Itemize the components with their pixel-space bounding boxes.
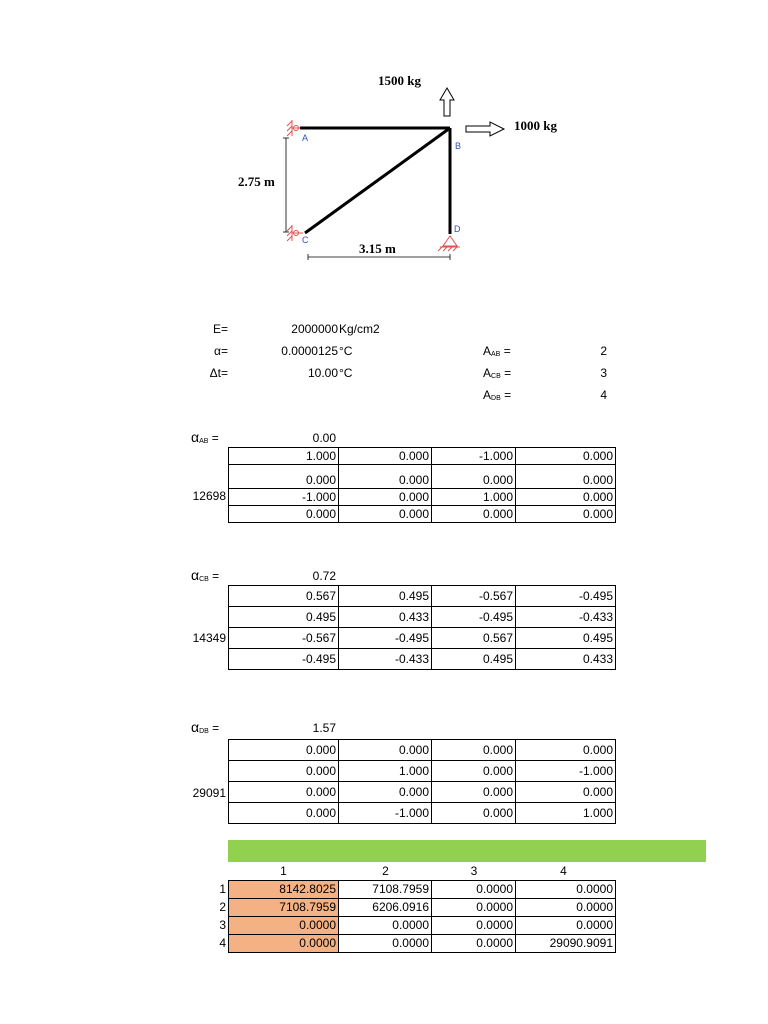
table-row: 1.000 0.000 -1.000 0.000: [229, 448, 616, 465]
col-header-2: 2: [382, 864, 389, 878]
angle-ab-label: $\alpha_{AB}$ =: [191, 429, 219, 445]
area-cb-label: $A_{CB}$ =: [483, 366, 512, 380]
angle-db-label: $\alpha_{DB}$ =: [191, 719, 220, 735]
alpha-value: 0.0000125: [281, 344, 338, 358]
row-header-4: 4: [219, 936, 226, 950]
matrix-db-table: [228, 739, 616, 824]
horizontal-load-arrow-icon: [466, 122, 504, 136]
support-a-icon: [287, 120, 300, 136]
area-ab-value: 2: [600, 344, 607, 358]
node-label-a: A: [302, 133, 309, 143]
row-header-1: 1: [219, 882, 226, 896]
e-label: E=: [212, 322, 228, 336]
alpha-label: α=: [214, 344, 228, 358]
table-row: 0.0000 0.0000 0.0000 0.0000: [229, 917, 616, 935]
vertical-load-label: 1500 kg: [378, 73, 421, 88]
side-cb-value: 14349: [192, 631, 226, 645]
col-header-3: 3: [470, 864, 478, 878]
e-unit: Kg/cm2: [339, 322, 380, 336]
node-label-c: C: [302, 235, 309, 245]
area-ab-label: $A_{AB}$ =: [483, 344, 511, 358]
row-header-2: 2: [219, 900, 226, 914]
table-row: 0.000 0.000 0.000 0.000: [229, 506, 616, 523]
table-row: 0.000 0.000 0.000 0.000: [229, 782, 616, 803]
frame-diagram: [0, 0, 768, 280]
delta-t-unit: °C: [339, 366, 353, 380]
table-row: 0.000 0.000 0.000 0.000: [229, 465, 616, 489]
width-dimension-label: 3.15 m: [359, 241, 396, 256]
row-header-3: 3: [219, 918, 226, 932]
horizontal-load-label: 1000 kg: [514, 118, 557, 133]
area-db-label: $A_{DB}$ =: [483, 388, 512, 402]
area-cb-value: 3: [600, 366, 607, 380]
height-dimension-line: [283, 138, 289, 232]
alpha-unit: °C: [339, 344, 353, 358]
table-row: -0.495 -0.433 0.495 0.433: [229, 649, 616, 670]
table-row: 8142.8025 7108.7959 0.0000 0.0000: [229, 881, 616, 899]
delta-t-label: Δt=: [209, 366, 228, 380]
vertical-load-arrow-icon: [440, 88, 454, 116]
delta-t-value: 10.00: [307, 366, 338, 380]
area-db-value: 4: [600, 388, 607, 402]
node-label-d: D: [454, 224, 461, 234]
angle-db-value: 1.57: [312, 721, 336, 735]
table-row: 0.000 1.000 0.000 -1.000: [229, 761, 616, 782]
section-header-bar: [228, 840, 706, 862]
side-db-value: 29091: [192, 786, 226, 800]
height-dimension-label: 2.75 m: [238, 174, 275, 189]
matrix-ab-table: [228, 447, 616, 523]
angle-cb-value: 0.72: [312, 569, 336, 583]
angle-ab-value: 0.00: [312, 431, 336, 445]
col-header-1: 1: [280, 864, 287, 878]
table-row: -1.000 0.000 1.000 0.000: [229, 489, 616, 506]
side-ab-value: 12698: [192, 489, 226, 503]
angle-cb-label: $\alpha_{CB}$ =: [191, 567, 220, 583]
table-row: 0.0000 0.0000 0.0000 29090.9091: [229, 935, 616, 953]
support-c-icon: [287, 225, 303, 241]
col-header-4: 4: [560, 864, 567, 878]
node-label-b: B: [455, 141, 462, 151]
member-cb: [305, 128, 450, 233]
e-value: 2000000: [291, 322, 338, 336]
table-row: -0.567 -0.495 0.567 0.495: [229, 628, 616, 649]
support-d-icon: [438, 236, 460, 251]
table-row: 7108.7959 6206.0916 0.0000 0.0000: [229, 899, 616, 917]
matrix-cb-table: [228, 585, 616, 670]
stiffness-matrix-table: [228, 880, 616, 953]
table-row: 0.000 0.000 0.000 0.000: [229, 740, 616, 761]
table-row: 0.567 0.495 -0.567 -0.495: [229, 586, 616, 607]
table-row: 0.000 -1.000 0.000 1.000: [229, 803, 616, 824]
table-row: 0.495 0.433 -0.495 -0.433: [229, 607, 616, 628]
